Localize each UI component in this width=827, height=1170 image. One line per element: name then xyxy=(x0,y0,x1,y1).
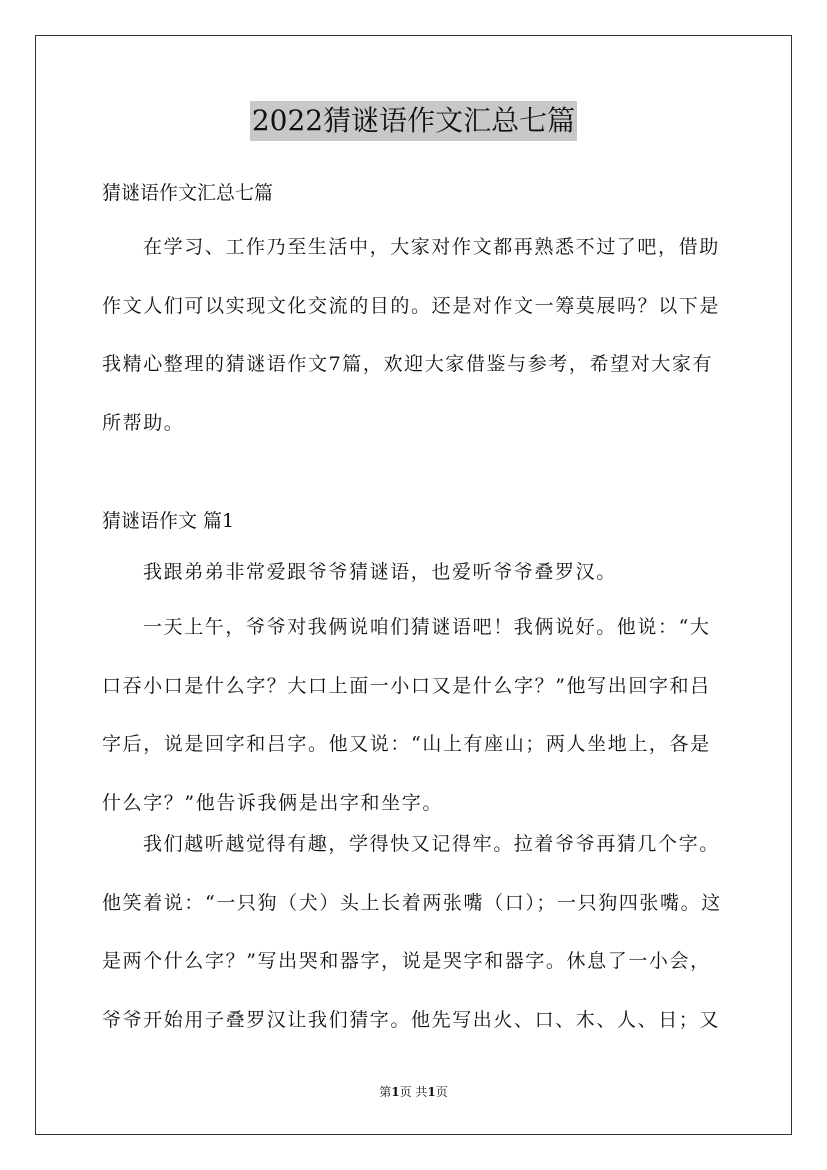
section-heading: 猜谜语作文 篇1 xyxy=(102,510,235,532)
body-paragraph: 我跟弟弟非常爱跟爷爷猜谜语，也爱听爷爷叠罗汉。 xyxy=(143,561,617,583)
footer-prefix: 第 xyxy=(379,1085,392,1099)
document-subtitle: 猜谜语作文汇总七篇 xyxy=(102,182,274,204)
document-title: 2022猜谜语作文汇总七篇 xyxy=(250,101,577,141)
body-paragraph: 一天上午，爷爷对我俩说咱们猜谜语吧！我俩说好。他说：“大口吞小口是什么字？大口上面一小口又是什么字？”他写出回字和吕字后，说是回字和吕字。他又说：“山上有座山；两人坐地上，各是什么字？”他告诉我俩是出字和坐字。 xyxy=(102,616,711,814)
footer-total-pages: 1 xyxy=(427,1085,436,1099)
footer-suffix: 页 xyxy=(435,1085,448,1099)
intro-paragraph: 在学习、工作乃至生活中，大家对作文都再熟悉不过了吧，借助作文人们可以实现文化交流的目的。还是对作文一筹莫展吗？以下是我精心整理的猜谜语作文7篇，欢迎大家借鉴与参考，希望对大家有所帮助。 xyxy=(102,236,721,434)
footer-middle: 页 共 xyxy=(399,1085,428,1099)
body-paragraph: 我们越听越觉得有趣，学得快又记得牢。拉着爷爷再猜几个字。他笑着说：“一只狗（犬）头上长着两张嘴（口）；一只狗四张嘴。这是两个什么字？”写出哭和器字，说是哭字和器字。休息了一小会，爷爷开始用子叠罗汉让我们猜字。他先写出火、口、木、人、日；又 xyxy=(102,833,722,1031)
page-footer xyxy=(0,1084,827,1100)
title-container xyxy=(0,101,827,141)
footer-page-number: 1 xyxy=(391,1085,400,1099)
